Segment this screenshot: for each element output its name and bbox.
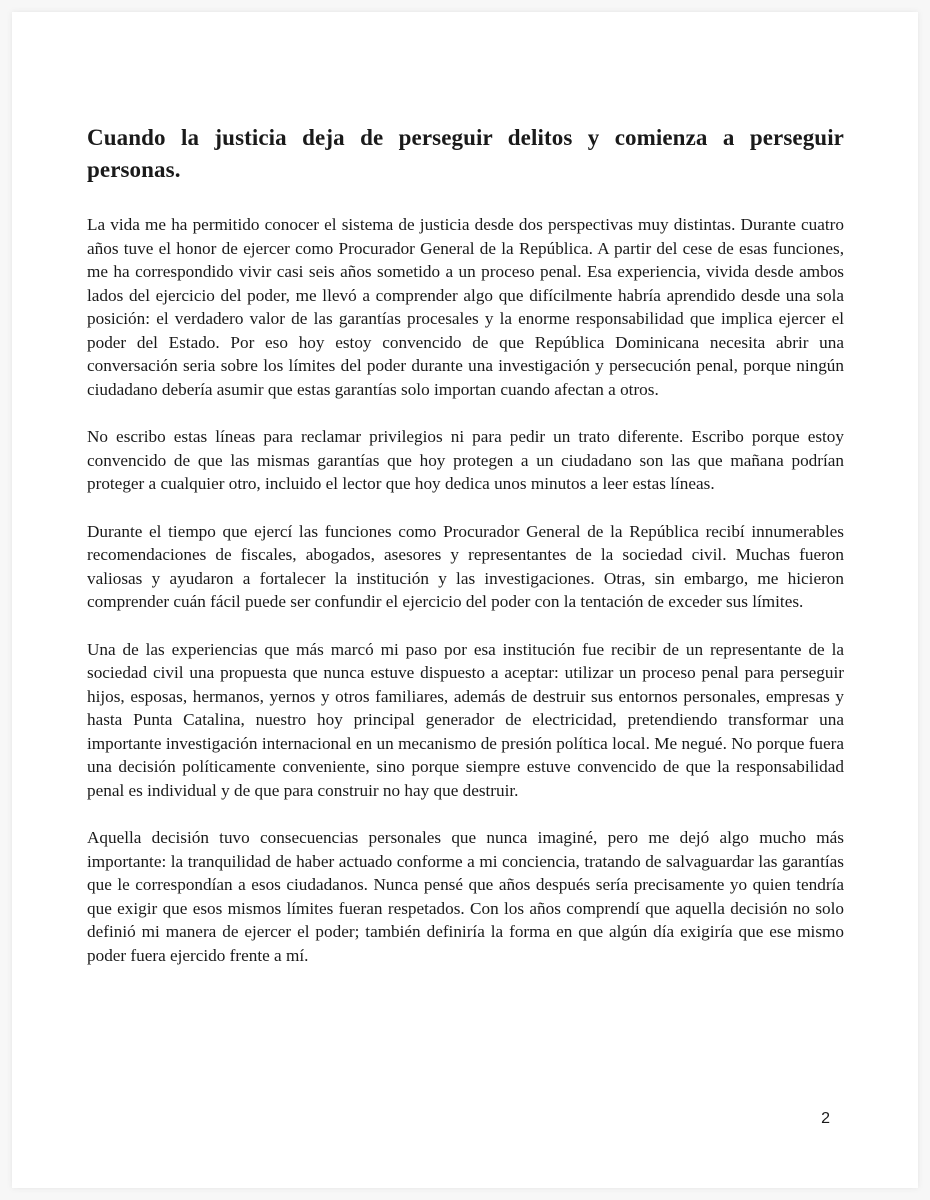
paragraph-1: La vida me ha permitido conocer el sistema de justicia desde dos perspectivas muy distintas. Durante cuatro años tuve el honor de ejercer como Procurador General de la República. A partir del cese de esas funciones, me ha correspondido vivir casi seis años sometido a un proceso penal. Esa experiencia, vivida desde ambos lados del ejercicio del poder, me llevó a comprender algo que difícilmente habría aprendido desde una sola posición: el verdadero valor de las garantías procesales y la enorme responsabilidad que implica ejercer el poder del Estado. Por eso hoy estoy convencido de que República Dominicana necesita abrir una conversación seria sobre los límites del poder durante una investigación y persecución penal, porque ningún ciudadano debería asumir que estas garantías solo importan cuando afectan a otros. [87,215,844,399]
paragraph-5: Aquella decisión tuvo consecuencias personales que nunca imaginé, pero me dejó algo mucho más importante: la tranquilidad de haber actuado conforme a mi conciencia, tratando de salvaguardar las garantías que le correspondían a esos ciudadanos. Nunca pensé que años después sería precisamente yo quien tendría que exigir que esos mismos límites fueran respetados. Con los años comprendí que aquella decisión no solo definió mi manera de ejercer el poder; también definiría la forma en que algún día exigiría que ese mismo poder fuera ejercido frente a mí. [87,828,844,965]
paragraph-4: Una de las experiencias que más marcó mi paso por esa institución fue recibir de un representante de la sociedad civil una propuesta que nunca estuve dispuesto a aceptar: utilizar un proceso penal para perseguir hijos, esposas, hermanos, yernos y otros familiares, además de destruir sus entornos personales, empresas y hasta Punta Catalina, nuestro hoy principal generador de electricidad, pretendiendo transformar una importante investigación internacional en un mecanismo de presión política local. Me negué. No porque fuera una decisión políticamente conveniente, sino porque siempre estuve convencido de que la responsabilidad penal es individual y de que para construir no hay que destruir. [87,639,844,800]
document-title: Cuando la justicia deja de perseguir delitos y comienza a perseguir personas. [87,125,844,182]
paragraph-3: Durante el tiempo que ejercí las funciones como Procurador General de la República recibí innumerables recomendaciones de fiscales, abogados, asesores y representantes de la sociedad civil. Muchas fueron valiosas y ayudaron a fortalecer la institución y las investigaciones. Otras, sin embargo, me hicieron comprender cuán fácil puede ser confundir el ejercicio del poder con la tentación de exceder sus límites. [87,521,844,611]
page-number: 2 [821,1110,830,1127]
paragraph-2: No escribo estas líneas para reclamar privilegios ni para pedir un trato diferente. Escribo porque estoy convencido de que las mismas garantías que hoy protegen a un ciudadano son las que mañana podrían proteger a cualquier otro, incluido el lector que hoy dedica unos minutos a leer estas líneas. [87,427,844,493]
document-body [87,122,844,991]
document-page [12,12,918,1188]
